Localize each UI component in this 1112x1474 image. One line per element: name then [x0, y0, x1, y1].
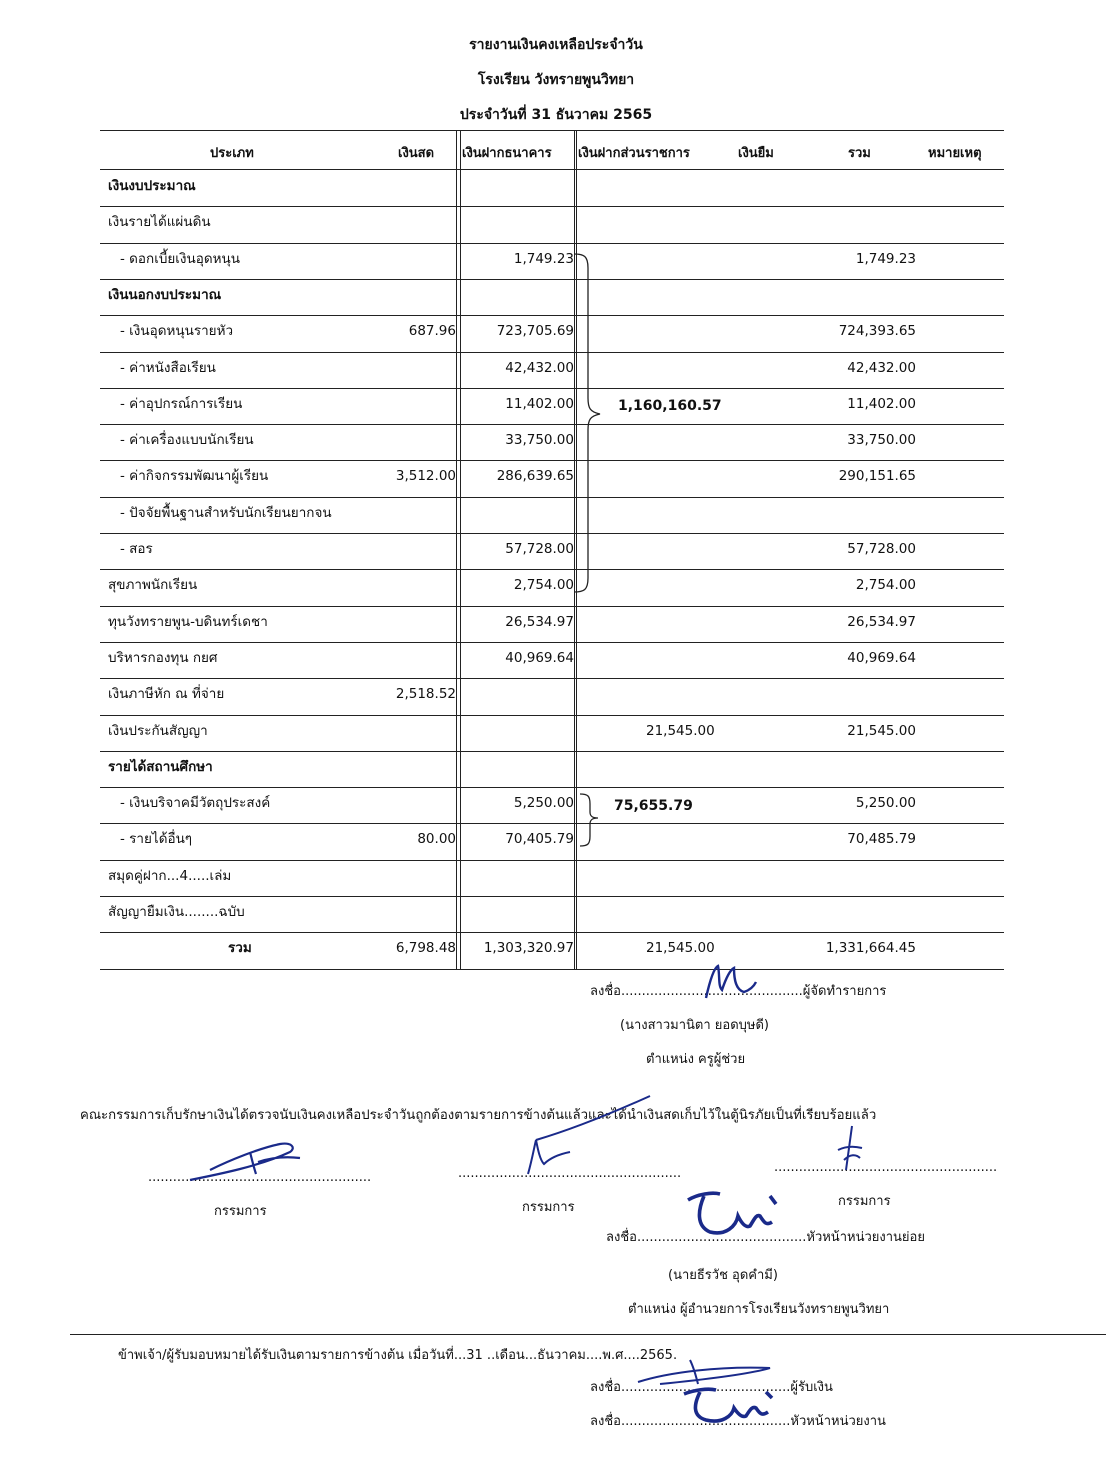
committee3-dots: ......................................................: [774, 1160, 998, 1175]
committee2-signature: [510, 1090, 660, 1180]
committee2-dots: ......................................................: [458, 1166, 682, 1181]
bank-value: 70,405.79: [505, 831, 574, 848]
header-type: ประเภท: [210, 146, 254, 161]
committee3-signature: [830, 1120, 870, 1176]
preparer-sign-line: ลงชื่อ............................................ผู้จัดทำรายการ: [590, 984, 887, 999]
bank-value: 1,749.23: [513, 250, 574, 267]
table-row: [0, 315, 1112, 351]
report-date: ประจำวันที่ 31 ธันวาคม 2565: [459, 107, 653, 123]
bank-value: 11,402.00: [505, 395, 574, 412]
bank-value: 33,750.00: [505, 432, 574, 449]
total-value: 1,331,664.45: [825, 940, 916, 957]
table-row: [0, 533, 1112, 569]
table-row: [0, 642, 1112, 678]
group1-brace: [570, 248, 610, 600]
bank-value: 286,639.65: [496, 468, 574, 485]
table-row: [0, 243, 1112, 279]
row-label: - สอร: [120, 541, 153, 557]
gov-value: 21,545.00: [646, 722, 715, 739]
bank-value: 1,303,320.97: [483, 940, 574, 957]
row-label: เงินงบประมาณ: [108, 178, 196, 194]
row-label: - ดอกเบี้ยเงินอุดหนุน: [120, 250, 240, 267]
committee1-dots: ......................................................: [148, 1170, 372, 1185]
school-name: โรงเรียน วังทรายพูนวิทยา: [477, 72, 635, 88]
bank-value: 26,534.97: [505, 613, 574, 630]
table-row: [0, 787, 1112, 823]
group1-sum: 1,160,160.57: [618, 398, 722, 414]
row-label: - ค่ากิจกรรมพัฒนาผู้เรียน: [120, 468, 269, 485]
receiver-sign-line: ลงชื่อ.........................................ผู้รับเงิน: [590, 1380, 833, 1395]
total-value: 724,393.65: [838, 323, 916, 340]
gov-value: 21,545.00: [646, 940, 715, 957]
cash-value: 2,518.52: [395, 686, 456, 703]
committee-statement: คณะกรรมการเก็บรักษาเงินได้ตรวจนับเงินคงเหลือประจำวันถูกต้องตามรายการข้างต้นแล้วและได้นำเงินสดเก็บไว้ในตู้นิรภัยเป็นที่เรียบร้อยแล้ว: [80, 1108, 877, 1123]
head-signature: [680, 1186, 790, 1246]
total-row: [0, 932, 1112, 968]
column-divider: [456, 130, 457, 969]
total-value: 40,969.64: [847, 649, 916, 666]
table-row: [0, 678, 1112, 714]
committee1-signature: [180, 1130, 310, 1186]
row-label: รายได้สถานศึกษา: [108, 758, 213, 775]
head-unit-signature: [676, 1384, 786, 1428]
table-row: [0, 896, 1112, 932]
preparer-name: (นางสาวมานิตา ยอดบุษดี): [620, 1018, 769, 1033]
cash-value: 6,798.48: [395, 940, 456, 957]
row-label: ทุนวังทรายพูน-บดินทร์เดชา: [108, 613, 268, 630]
cash-value: 80.00: [417, 831, 456, 848]
head-position: ตำแหน่ง ผู้อำนวยการโรงเรียนวังทรายพูนวิทยา: [628, 1302, 890, 1317]
row-label: - เงินอุดหนุนรายหัว: [120, 323, 234, 340]
row-label: บริหารกองทุน กยศ: [108, 649, 218, 666]
row-label: เงินประกันสัญญา: [108, 722, 208, 739]
bank-value: 40,969.64: [505, 649, 574, 666]
row-label: สุขภาพนักเรียน: [108, 577, 198, 594]
header-total: รวม: [848, 146, 871, 161]
table-row: [0, 460, 1112, 496]
table-row: [0, 206, 1112, 242]
row-label: สัญญายืมเงิน........ฉบับ: [108, 904, 245, 920]
header-cash: เงินสด: [398, 146, 435, 161]
group2-brace: [576, 790, 606, 850]
table-top-line: [100, 130, 1004, 131]
row-divider: [100, 969, 1004, 970]
total-value: 21,545.00: [847, 722, 916, 739]
header-note: หมายเหตุ: [928, 146, 982, 161]
table-row: [0, 170, 1112, 206]
preparer-position: ตำแหน่ง ครูผู้ช่วย: [646, 1052, 746, 1067]
row-label: เงินรายได้แผ่นดิน: [108, 214, 211, 231]
table-row: [0, 279, 1112, 315]
table-row: [0, 388, 1112, 424]
bank-value: 2,754.00: [513, 577, 574, 594]
head-name: (นายธีรวัช อุดคำมี): [668, 1268, 778, 1283]
total-value: 26,534.97: [847, 613, 916, 630]
row-label: สมุดคู่ฝาก...4.....เล่ม: [108, 867, 232, 884]
table-row: [0, 606, 1112, 642]
row-label: - รายได้อื่นๆ: [120, 831, 193, 848]
bank-value: 723,705.69: [496, 323, 574, 340]
cash-value: 687.96: [408, 323, 456, 340]
bank-value: 57,728.00: [505, 541, 574, 557]
row-label: - ค่าเครื่องแบบนักเรียน: [120, 432, 254, 449]
committee3-label: กรรมการ: [838, 1194, 891, 1209]
header-bank: เงินฝากธนาคาร: [462, 146, 552, 161]
total-value: 33,750.00: [847, 432, 916, 449]
table-row: [0, 751, 1112, 787]
table-row: [0, 569, 1112, 605]
total-value: 57,728.00: [847, 541, 916, 557]
total-value: 290,151.65: [838, 468, 916, 485]
table-row: [0, 860, 1112, 896]
total-value: 5,250.00: [855, 795, 916, 812]
header-gov: เงินฝากส่วนราชการ: [578, 146, 690, 161]
total-value: 11,402.00: [847, 395, 916, 412]
committee1-label: กรรมการ: [214, 1204, 267, 1219]
report-title: รายงานเงินคงเหลือประจำวัน: [469, 37, 643, 53]
row-label: รวม: [228, 940, 252, 957]
row-label: - ค่าหนังสือเรียน: [120, 359, 216, 376]
total-value: 42,432.00: [847, 359, 916, 376]
receipt-divider: [70, 1334, 1106, 1335]
table-row: [0, 352, 1112, 388]
row-label: - เงินบริจาคมีวัตถุประสงค์: [120, 795, 271, 812]
head-unit-sign-line: ลงชื่อ.........................................หัวหน้าหน่วยงาน: [590, 1414, 886, 1429]
row-label: - ค่าอุปกรณ์การเรียน: [120, 395, 243, 412]
committee2-label: กรรมการ: [522, 1200, 575, 1215]
row-label: เงินภาษีหัก ณ ที่จ่าย: [108, 686, 225, 703]
table-row: [0, 715, 1112, 751]
receipt-statement: ข้าพเจ้า/ผู้รับมอบหมายได้รับเงินตามรายการข้างต้น เมื่อวันที่...31 ..เดือน...ธันวาคม....พ.ศ....2565.: [118, 1348, 678, 1363]
total-value: 1,749.23: [855, 250, 916, 267]
group2-sum: 75,655.79: [614, 798, 693, 814]
bank-value: 5,250.00: [513, 795, 574, 812]
column-divider: [460, 130, 461, 969]
row-label: เงินนอกงบประมาณ: [108, 286, 222, 303]
total-value: 70,485.79: [847, 831, 916, 848]
bank-value: 42,432.00: [505, 359, 574, 376]
table-row: [0, 823, 1112, 859]
cash-value: 3,512.00: [395, 468, 456, 485]
row-label: - ปัจจัยพื้นฐานสำหรับนักเรียนยากจน: [120, 504, 332, 521]
table-row: [0, 497, 1112, 533]
preparer-signature: [700, 960, 760, 1004]
header-loan: เงินยืม: [738, 146, 774, 161]
head-sign-line: ลงชื่อ.........................................หัวหน้าหน่วยงานย่อย: [606, 1230, 925, 1245]
total-value: 2,754.00: [855, 577, 916, 594]
table-row: [0, 424, 1112, 460]
